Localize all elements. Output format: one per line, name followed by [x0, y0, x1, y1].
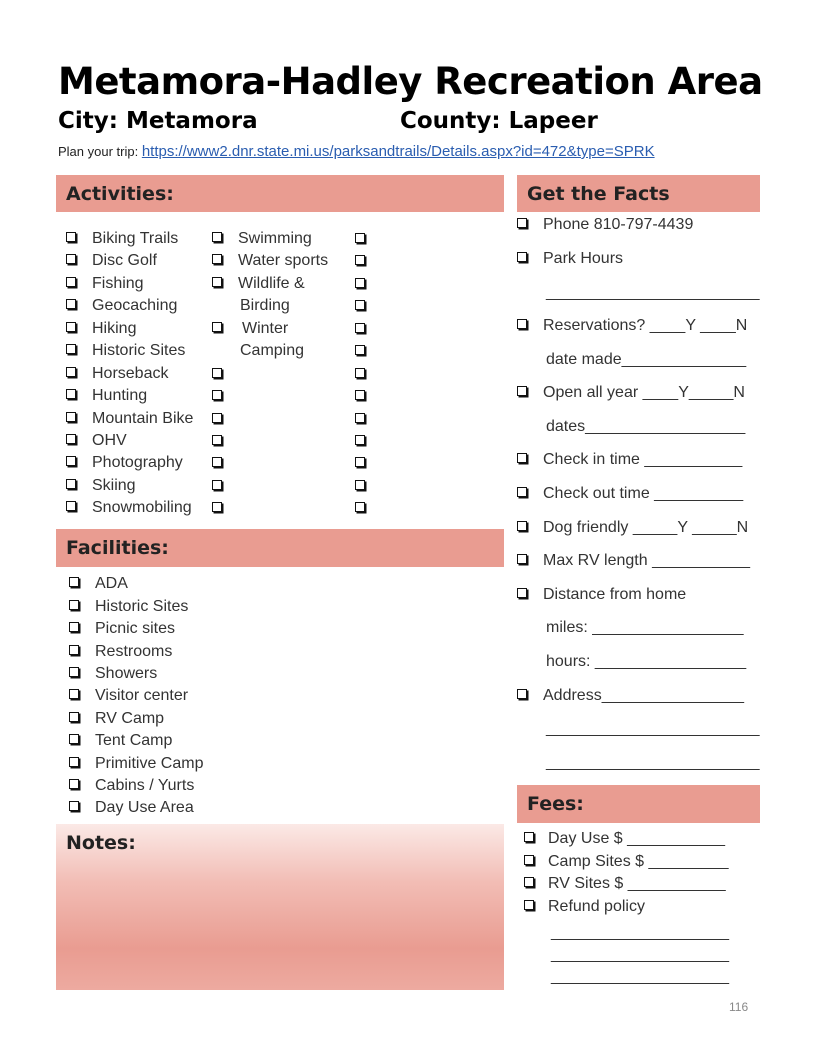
checkbox[interactable]	[212, 457, 222, 467]
facility-item[interactable]: Tent Camp	[69, 731, 172, 751]
checkbox[interactable]	[66, 367, 76, 377]
checkbox[interactable]	[212, 232, 222, 242]
checkbox[interactable]	[355, 502, 365, 512]
checkbox[interactable]	[524, 855, 534, 865]
checkbox[interactable]	[69, 600, 79, 610]
checkbox[interactable]	[517, 588, 527, 598]
activity-item[interactable]: Disc Golf	[66, 251, 157, 271]
checkbox[interactable]	[355, 300, 365, 310]
checkbox[interactable]	[524, 900, 534, 910]
checkbox[interactable]	[355, 368, 365, 378]
checkbox[interactable]	[517, 218, 527, 228]
refund-line-1[interactable]: ____________________	[551, 924, 729, 941]
checkbox[interactable]	[524, 877, 534, 887]
county-label: County: Lapeer	[400, 108, 598, 134]
checkbox[interactable]	[66, 434, 76, 444]
activity-item[interactable]: Wildlife &	[212, 274, 305, 294]
checkbox[interactable]	[355, 345, 365, 355]
checkbox[interactable]	[355, 233, 365, 243]
checkbox[interactable]	[517, 487, 527, 497]
facility-item[interactable]: Restrooms	[69, 642, 172, 662]
fact-address[interactable]: Address________________	[517, 687, 744, 705]
fact-distance[interactable]: Distance from home	[517, 586, 686, 604]
checkbox[interactable]	[66, 412, 76, 422]
checkbox[interactable]	[212, 254, 222, 264]
activity-item[interactable]: Horseback	[66, 364, 168, 384]
checkbox[interactable]	[355, 435, 365, 445]
checkbox[interactable]	[66, 456, 76, 466]
checkbox[interactable]	[212, 413, 222, 423]
checkbox[interactable]	[69, 779, 79, 789]
checkbox[interactable]	[69, 734, 79, 744]
activity-item[interactable]: Winter	[212, 319, 288, 339]
checkbox[interactable]	[524, 832, 534, 842]
facility-item[interactable]: Historic Sites	[69, 597, 188, 617]
date-made-field[interactable]: date made______________	[546, 351, 747, 368]
refund-line-3[interactable]: ____________________	[551, 968, 729, 985]
miles-field[interactable]: miles: _________________	[546, 619, 744, 636]
fee-refund-policy[interactable]: Refund policy	[524, 898, 645, 916]
checkbox[interactable]	[69, 622, 79, 632]
checkbox[interactable]	[69, 712, 79, 722]
facility-item[interactable]: Primitive Camp	[69, 754, 203, 774]
activity-item[interactable]: Geocaching	[66, 296, 177, 316]
facts-header: Get the Facts	[517, 175, 760, 212]
page-title: Metamora-Hadley Recreation Area	[58, 60, 763, 103]
checkbox[interactable]	[355, 457, 365, 467]
activity-item[interactable]: Photography	[66, 453, 183, 473]
checkbox[interactable]	[355, 278, 365, 288]
fact-open-all-year[interactable]: Open all year ____Y_____N	[517, 384, 745, 402]
checkbox[interactable]	[69, 801, 79, 811]
facility-item[interactable]: Picnic sites	[69, 619, 175, 639]
checkbox[interactable]	[66, 299, 76, 309]
fact-dog-friendly[interactable]: Dog friendly _____Y _____N	[517, 519, 748, 537]
activity-item[interactable]: Fishing	[66, 274, 144, 294]
activity-item[interactable]: OHV	[66, 431, 127, 451]
facility-item[interactable]: RV Camp	[69, 709, 164, 729]
checkbox[interactable]	[66, 232, 76, 242]
activity-item[interactable]: Mountain Bike	[66, 409, 193, 429]
checkbox[interactable]	[517, 386, 527, 396]
facility-item[interactable]: Visitor center	[69, 686, 188, 706]
activity-item[interactable]: Hiking	[66, 319, 136, 339]
activity-item[interactable]: Skiing	[66, 476, 136, 496]
fact-max-rv[interactable]: Max RV length ___________	[517, 552, 750, 570]
notes-header: Notes:	[66, 832, 136, 854]
checkbox[interactable]	[212, 368, 222, 378]
fees-header: Fees:	[517, 785, 760, 823]
dates-field[interactable]: dates__________________	[546, 418, 746, 435]
activity-item[interactable]: Hunting	[66, 386, 147, 406]
checkbox[interactable]	[355, 255, 365, 265]
activity-item[interactable]: Snowmobiling	[66, 498, 192, 518]
checkbox[interactable]	[66, 344, 76, 354]
checkbox[interactable]	[66, 322, 76, 332]
facility-item[interactable]: Showers	[69, 664, 157, 684]
checkbox[interactable]	[517, 319, 527, 329]
checkbox[interactable]	[69, 667, 79, 677]
checkbox[interactable]	[212, 390, 222, 400]
park-hours-blank[interactable]: ________________________	[546, 284, 760, 301]
address-line-2[interactable]: ________________________	[546, 754, 760, 771]
fact-check-in[interactable]: Check in time ___________	[517, 451, 742, 469]
checkbox[interactable]	[66, 479, 76, 489]
facilities-header: Facilities:	[56, 529, 504, 567]
fee-day-use[interactable]: Day Use $ ___________	[524, 830, 725, 848]
checkbox[interactable]	[66, 277, 76, 287]
checkbox[interactable]	[69, 757, 79, 767]
activities-header: Activities:	[56, 175, 504, 212]
refund-line-2[interactable]: ____________________	[551, 946, 729, 963]
city-label: City: Metamora	[58, 108, 258, 134]
checkbox[interactable]	[355, 413, 365, 423]
checkbox[interactable]	[212, 480, 222, 490]
checkbox[interactable]	[69, 689, 79, 699]
address-line-1[interactable]: ________________________	[546, 720, 760, 737]
activity-item[interactable]: Biking Trails	[66, 229, 178, 249]
checkbox[interactable]	[517, 252, 527, 262]
activity-item[interactable]: Water sports	[212, 251, 328, 271]
checkbox[interactable]	[212, 277, 222, 287]
checkbox[interactable]	[517, 453, 527, 463]
plan-trip-link[interactable]: https://www2.dnr.state.mi.us/parksandtrails/Details.aspx?id=472&type=SPRK	[141, 143, 655, 160]
fact-park-hours[interactable]: Park Hours	[517, 250, 623, 268]
checkbox[interactable]	[517, 521, 527, 531]
checkbox[interactable]	[212, 502, 222, 512]
checkbox[interactable]	[212, 435, 222, 445]
checkbox[interactable]	[66, 254, 76, 264]
fact-phone[interactable]: Phone 810-797-4439	[517, 216, 693, 234]
facility-item[interactable]: Day Use Area	[69, 798, 194, 818]
activity-item-continued: Birding	[240, 297, 290, 314]
activity-item-continued: Camping	[240, 342, 305, 359]
facility-item[interactable]: ADA	[69, 574, 128, 594]
activity-item[interactable]: Historic Sites	[66, 341, 185, 361]
checkbox[interactable]	[355, 480, 365, 490]
activity-item[interactable]: Swimming	[212, 229, 312, 249]
plan-trip-label: Plan your trip:	[58, 144, 139, 159]
fee-camp-sites[interactable]: Camp Sites $ _________	[524, 853, 729, 871]
fee-rv-sites[interactable]: RV Sites $ ___________	[524, 875, 726, 893]
notes-box[interactable]	[56, 824, 504, 990]
checkbox[interactable]	[66, 501, 76, 511]
checkbox[interactable]	[69, 645, 79, 655]
plan-trip-line	[58, 143, 655, 160]
checkbox[interactable]	[66, 389, 76, 399]
fact-reservations[interactable]: Reservations? ____Y ____N	[517, 317, 747, 335]
hours-field[interactable]: hours: _________________	[546, 653, 747, 670]
checkbox[interactable]	[517, 689, 527, 699]
checkbox[interactable]	[517, 554, 527, 564]
page-number: 116	[729, 1000, 749, 1014]
checkbox[interactable]	[69, 577, 79, 587]
checkbox[interactable]	[355, 390, 365, 400]
checkbox[interactable]	[212, 322, 222, 332]
fact-check-out[interactable]: Check out time __________	[517, 485, 743, 503]
checkbox[interactable]	[355, 323, 365, 333]
facility-item[interactable]: Cabins / Yurts	[69, 776, 194, 796]
